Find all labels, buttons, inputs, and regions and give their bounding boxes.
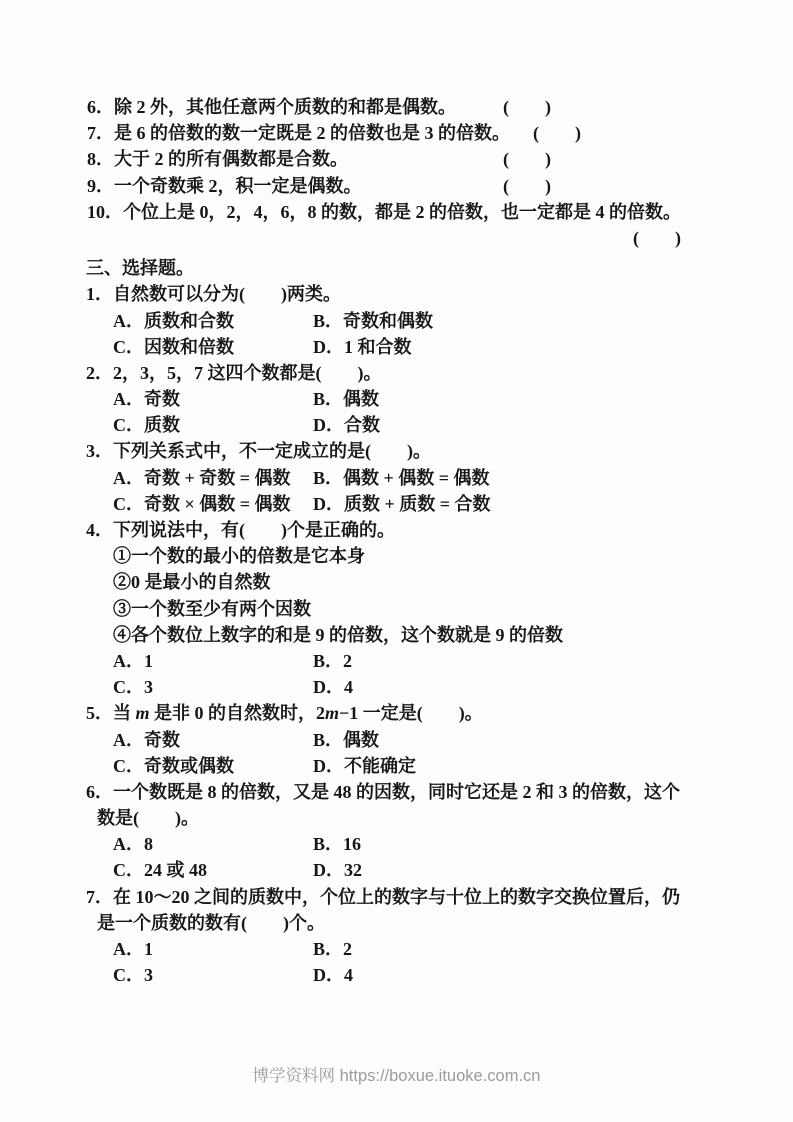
variable-m: m — [325, 703, 340, 724]
options-row — [0, 962, 793, 988]
tf-question-10-blank-row — [0, 225, 793, 251]
option-c: C．3 — [113, 677, 153, 698]
option-a: A．奇数 — [113, 729, 180, 750]
question-number: 4． — [86, 520, 113, 540]
options-row — [0, 936, 793, 962]
options-row — [0, 648, 793, 674]
option-c: C．奇数或偶数 — [113, 755, 234, 776]
section-title: 三、选择题。 — [86, 258, 194, 279]
option-d: D．4 — [313, 965, 353, 986]
option-c: C．24 或 48 — [113, 860, 207, 881]
question-number: 7． — [86, 886, 113, 907]
option-d: D．不能确定 — [313, 755, 416, 776]
tf-question-9 — [0, 173, 793, 199]
statement-3: ③一个数至少有两个因数 — [113, 598, 311, 619]
option-d: D．32 — [313, 860, 362, 881]
option-c: C．质数 — [113, 415, 180, 436]
choice-question-3 — [0, 438, 793, 464]
option-d: D．4 — [313, 677, 353, 698]
options-row — [0, 727, 793, 753]
options-row — [0, 831, 793, 857]
question-text: 下列说法中，有( )个是正确的。 — [113, 520, 395, 540]
options-row — [0, 386, 793, 412]
answer-blank: ( ) — [503, 97, 551, 117]
question-number: 6． — [86, 781, 113, 802]
option-a: A．奇数 — [113, 389, 180, 410]
option-b: B．2 — [313, 939, 353, 959]
tf-question-6 — [0, 94, 793, 120]
worksheet-body — [0, 94, 793, 988]
options-row — [0, 334, 793, 360]
question-text-line2: 是一个质数的数有( )个。 — [97, 912, 325, 933]
option-b: B．奇数和偶数 — [313, 310, 434, 331]
option-d: D．质数 + 质数 = 合数 — [313, 493, 491, 514]
option-c: C．奇数 × 偶数 = 偶数 — [113, 493, 291, 514]
question-number: 10． — [87, 201, 123, 222]
question-text: 当 m 是非 0 的自然数时，2m−1 一定是( )。 — [113, 703, 483, 724]
options-row — [0, 491, 793, 517]
options-row — [0, 753, 793, 779]
question-text: 是 6 的倍数的数一定既是 2 的倍数也是 3 的倍数。 — [114, 123, 510, 144]
option-c: C．3 — [113, 965, 153, 986]
question-number: 7． — [87, 123, 114, 144]
choice-question-4 — [0, 517, 793, 543]
question-text: 个位上是 0，2，4，6，8 的数，都是 2 的倍数，也一定都是 4 的倍数。 — [123, 201, 681, 222]
option-d: D．1 和合数 — [313, 336, 412, 357]
statement-4: ④各个数位上数字的和是 9 的倍数，这个数就是 9 的倍数 — [113, 624, 563, 645]
variable-m: m — [135, 703, 150, 724]
option-b: B．16 — [313, 834, 362, 855]
question-text: 下列关系式中，不一定成立的是( )。 — [113, 441, 431, 462]
choice-question-1 — [0, 281, 793, 307]
option-a: A．1 — [113, 650, 153, 671]
option-a: A．1 — [113, 939, 153, 959]
option-a: A．质数和合数 — [113, 310, 234, 331]
question-text: 一个奇数乘 2，积一定是偶数。 — [114, 175, 362, 196]
question-number: 8． — [87, 149, 114, 170]
question-text: 一个数既是 8 的倍数，又是 48 的因数，同时它还是 2 和 3 的倍数，这个 — [113, 781, 680, 802]
answer-blank: ( ) — [503, 149, 551, 170]
answer-blank: ( ) — [633, 227, 681, 248]
options-row — [0, 412, 793, 438]
footer-watermark: 博学资料网 https://boxue.ituoke.com.cn — [252, 1067, 541, 1085]
option-b: B．2 — [313, 650, 353, 671]
option-a: A．8 — [113, 834, 153, 855]
question-number: 9． — [87, 175, 114, 196]
answer-blank: ( ) — [533, 123, 581, 144]
tf-question-8 — [0, 146, 793, 172]
option-b: B．偶数 — [313, 389, 380, 410]
question-text: 2，3，5，7 这四个数都是( )。 — [113, 362, 382, 383]
choice-question-2 — [0, 360, 793, 386]
tf-question-7 — [0, 120, 793, 146]
question-text: 在 10～20 之间的质数中，个位上的数字与十位上的数字交换位置后，仍 — [113, 886, 680, 907]
option-d: D．合数 — [313, 415, 380, 436]
question-text: 大于 2 的所有偶数都是合数。 — [114, 149, 348, 170]
question-number: 6． — [87, 97, 114, 117]
statement-1: ①一个数的最小的倍数是它本身 — [113, 546, 365, 567]
question-text: 自然数可以分为( )两类。 — [113, 284, 341, 305]
answer-blank: ( ) — [503, 175, 551, 196]
question-text: 除 2 外，其他任意两个质数的和都是偶数。 — [114, 97, 456, 117]
options-row — [0, 308, 793, 334]
option-b: B．偶数 — [313, 729, 380, 750]
tf-question-10 — [0, 199, 793, 225]
choice-question-5 — [0, 700, 793, 726]
options-row — [0, 857, 793, 883]
question-number: 3． — [86, 441, 113, 462]
choice-question-6 — [0, 779, 793, 805]
question-number: 2． — [86, 362, 113, 383]
choice-question-7 — [0, 884, 793, 910]
question-text-line2: 数是( )。 — [97, 808, 199, 829]
question-number: 5． — [86, 703, 113, 724]
option-c: C．因数和倍数 — [113, 336, 234, 357]
statement-2: ②0 是最小的自然数 — [113, 572, 271, 593]
options-row — [0, 465, 793, 491]
option-a: A．奇数 + 奇数 = 偶数 — [113, 467, 291, 488]
question-number: 1． — [86, 284, 113, 305]
option-b: B．偶数 + 偶数 = 偶数 — [313, 467, 490, 488]
options-row — [0, 674, 793, 700]
